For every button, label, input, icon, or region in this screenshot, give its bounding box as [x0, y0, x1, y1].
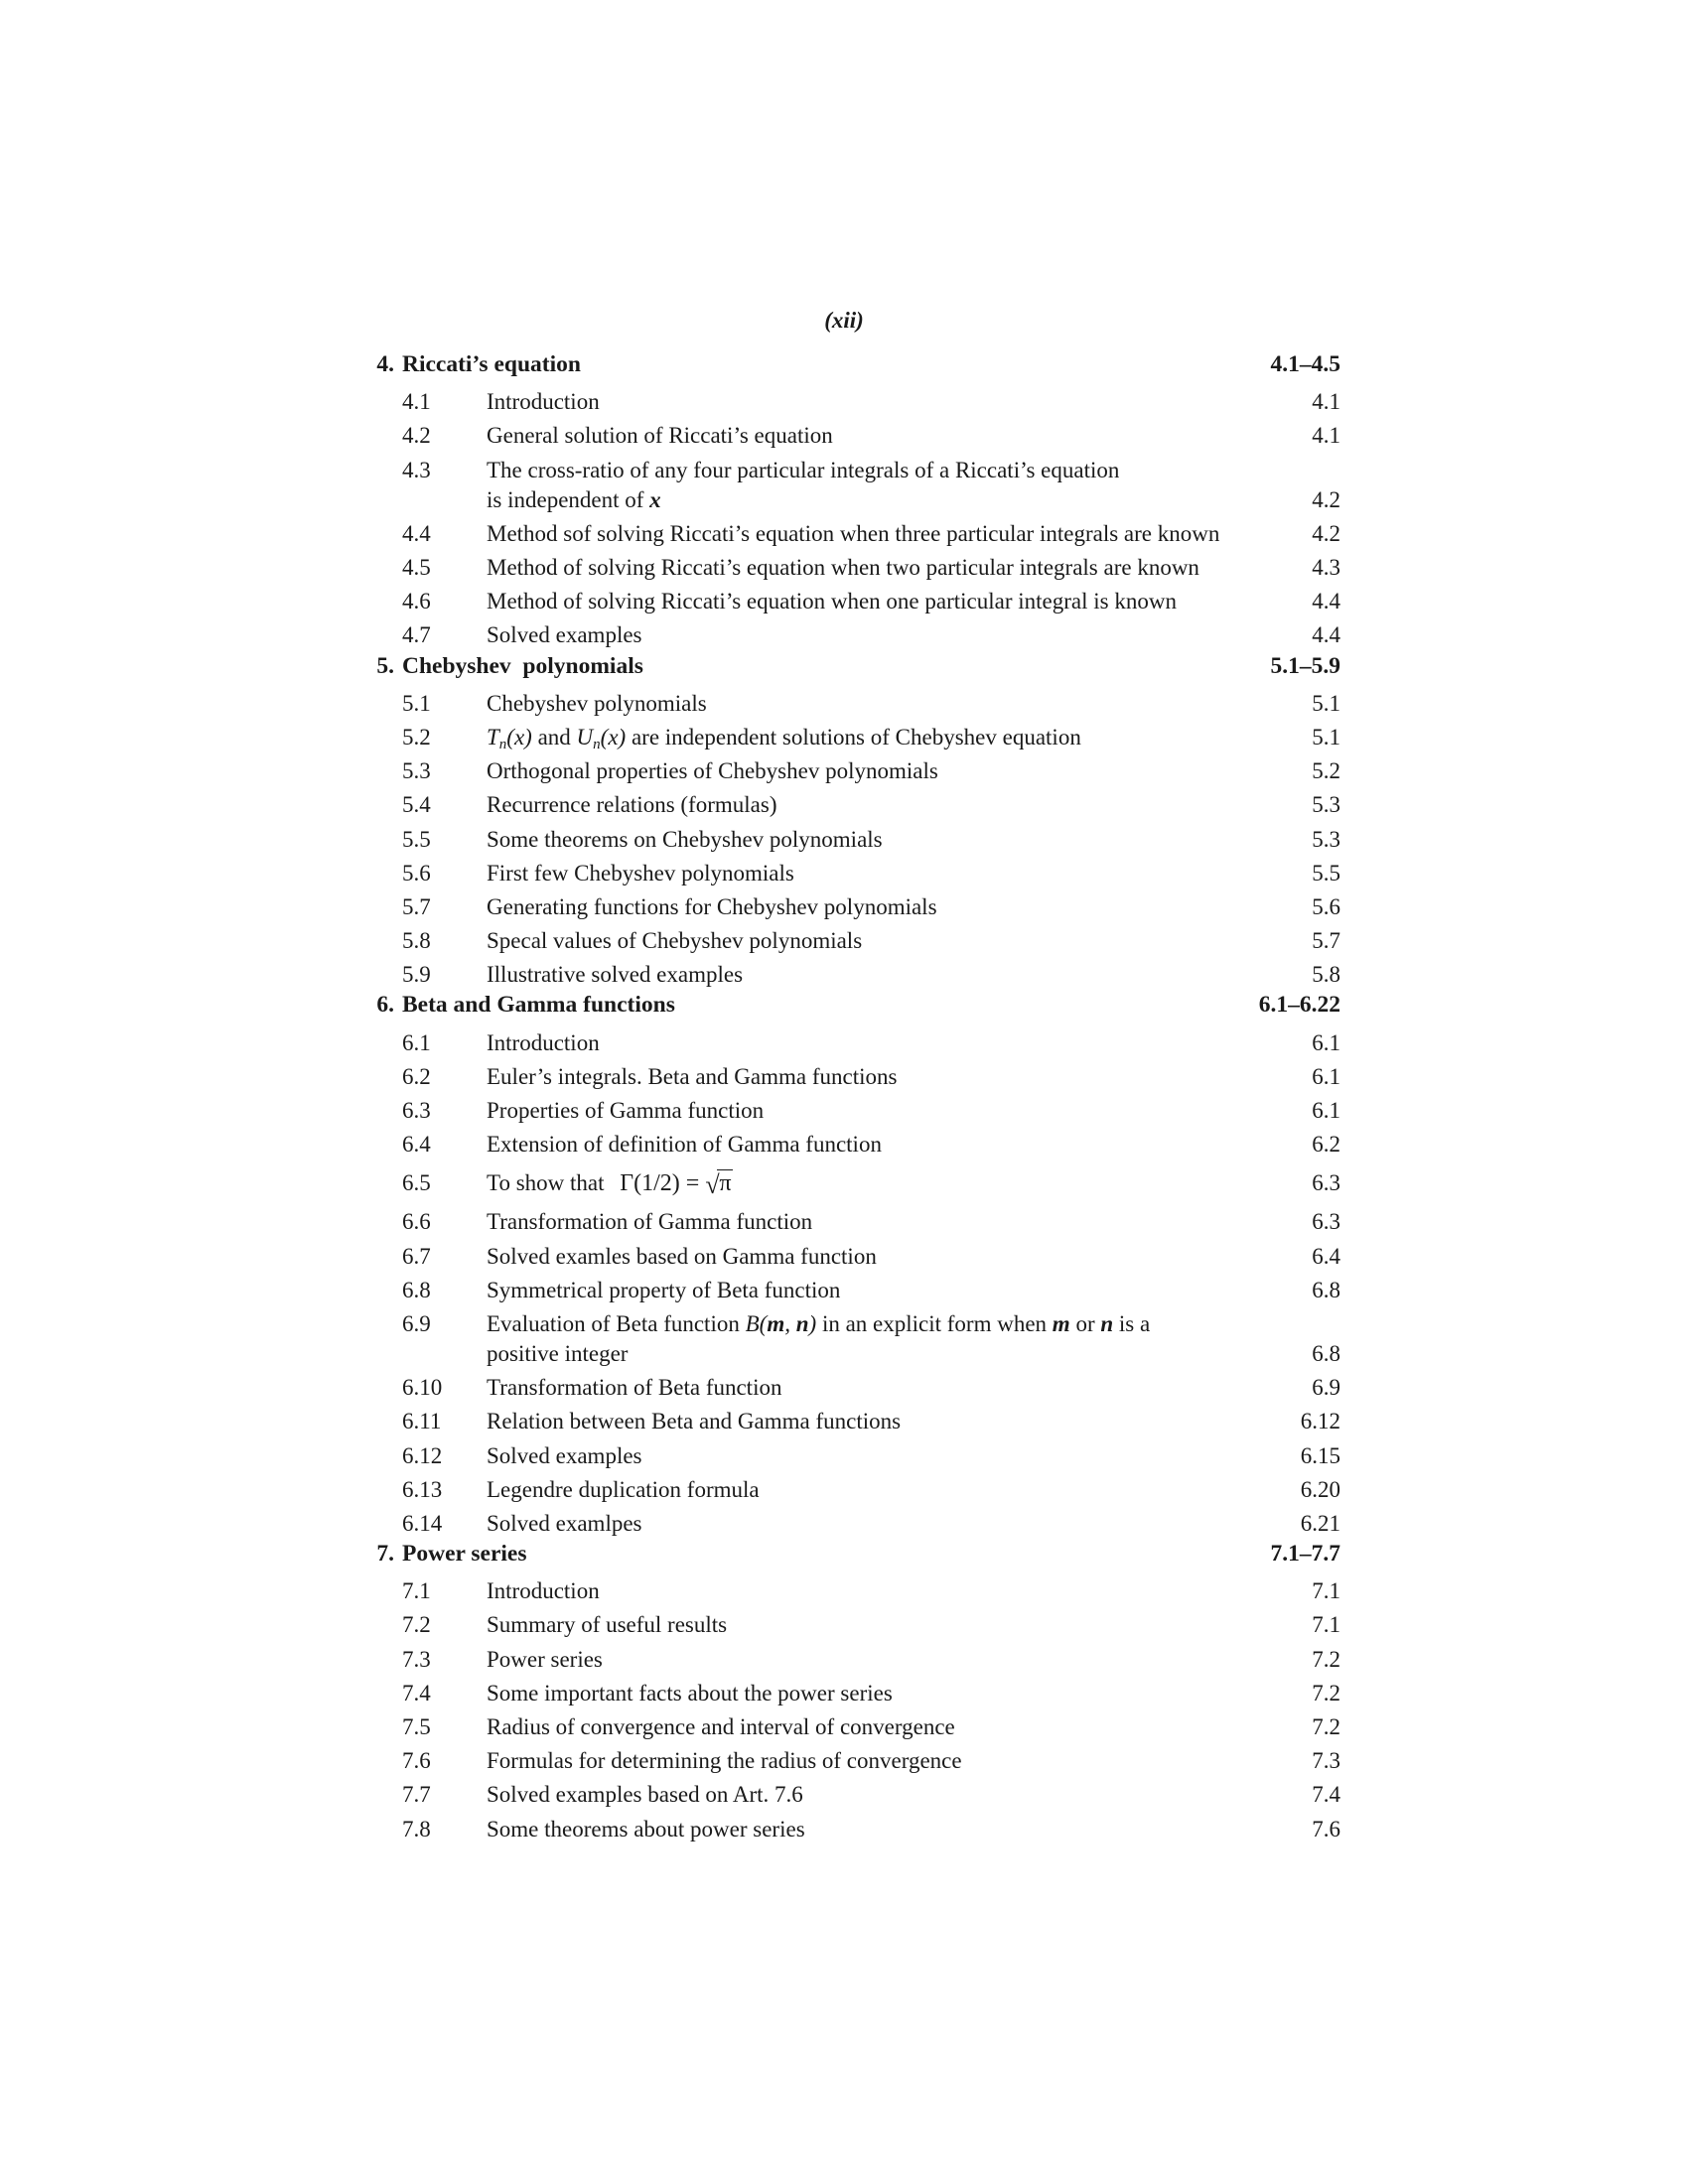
section-number: 6.7 — [402, 1243, 431, 1269]
chapter-title: Riccati’s equation — [402, 351, 581, 377]
section-page: 5.5 — [1312, 860, 1340, 886]
toc-entry[interactable] — [362, 754, 1340, 788]
section-page: 4.4 — [1312, 589, 1340, 614]
section-number: 5.4 — [402, 792, 431, 818]
toc-entry[interactable] — [362, 1240, 1340, 1274]
math-variable: U — [576, 724, 594, 750]
section-number: 4.6 — [402, 589, 431, 614]
section-page: 6.1 — [1312, 1098, 1340, 1124]
toc-entry[interactable] — [362, 419, 1340, 453]
chapter-heading[interactable] — [362, 351, 1340, 385]
section-number: 4.1 — [402, 389, 431, 415]
section-title: Illustrative solved examples — [487, 962, 744, 988]
chapter-heading[interactable] — [362, 992, 1340, 1025]
section-page: 4.2 — [1312, 520, 1340, 546]
section-page: 4.1 — [1312, 423, 1340, 449]
section-title: Solved examles based on Gamma function — [487, 1243, 877, 1269]
section-title: Chebyshev polynomials — [487, 690, 707, 716]
title-text: in an explicit form when — [816, 1310, 1053, 1336]
section-title — [487, 1309, 1301, 1369]
toc-entry[interactable] — [362, 1094, 1340, 1128]
section-title: Solved examples — [487, 1442, 642, 1468]
section-number: 7.6 — [402, 1748, 431, 1774]
section-page: 5.3 — [1312, 826, 1340, 852]
section-page: 7.1 — [1312, 1578, 1340, 1604]
section-page: 7.2 — [1312, 1680, 1340, 1706]
section-title-text: To show that — [487, 1170, 605, 1196]
chapter-number: 7. — [376, 1541, 394, 1567]
section-page: 5.2 — [1312, 758, 1340, 784]
math-argument: (x) — [600, 724, 627, 750]
toc-entry[interactable] — [362, 1710, 1340, 1744]
toc-entry[interactable] — [362, 1205, 1340, 1239]
radical-sign-icon: √ — [705, 1170, 720, 1200]
section-number: 5.7 — [402, 893, 431, 919]
section-number: 5.8 — [402, 928, 431, 954]
chapter-title: Chebyshev polynomials — [402, 652, 643, 679]
section-number: 4.7 — [402, 622, 431, 648]
toc-entry[interactable] — [362, 1813, 1340, 1846]
math-comma: , — [784, 1310, 796, 1336]
section-number: 5.5 — [402, 826, 431, 852]
section-page: 5.7 — [1312, 928, 1340, 954]
formula-left: Γ(1/2) = — [620, 1170, 700, 1197]
section-number: 5.1 — [402, 690, 431, 716]
section-title-line2: positive integer — [487, 1340, 629, 1366]
toc-entry[interactable] — [362, 454, 1340, 517]
section-title: Solved examples based on Art. 7.6 — [487, 1782, 803, 1808]
section-page: 6.2 — [1312, 1132, 1340, 1158]
section-title: Introduction — [487, 1029, 600, 1055]
toc-entry[interactable] — [362, 618, 1340, 652]
toc-entry[interactable] — [362, 385, 1340, 419]
toc-entry[interactable] — [362, 1473, 1340, 1507]
section-page: 6.9 — [1312, 1375, 1340, 1401]
toc-entry[interactable] — [362, 1608, 1340, 1642]
title-text: is a — [1113, 1310, 1151, 1336]
toc-entry[interactable] — [362, 1161, 1340, 1205]
square-root — [705, 1168, 733, 1198]
section-page: 4.1 — [1312, 389, 1340, 415]
gamma-formula — [620, 1168, 733, 1198]
chapter-page-range: 6.1–6.22 — [1258, 992, 1340, 1019]
section-number: 6.12 — [402, 1442, 443, 1468]
math-subscript: n — [593, 736, 601, 752]
section-number: 6.13 — [402, 1476, 443, 1502]
section-number: 6.11 — [402, 1409, 442, 1434]
section-title: Some important facts about the power series — [487, 1680, 893, 1706]
section-number: 7.4 — [402, 1680, 431, 1706]
chapter-number: 5. — [376, 652, 394, 679]
section-page: 6.1 — [1312, 1063, 1340, 1089]
math-variable: T — [487, 724, 499, 750]
chapter-page-range: 7.1–7.7 — [1270, 1541, 1340, 1567]
section-page: 5.1 — [1312, 724, 1340, 750]
toc-entry[interactable] — [362, 857, 1340, 890]
section-number: 6.8 — [402, 1277, 431, 1302]
chapter-page-range: 4.1–4.5 — [1270, 351, 1340, 377]
toc-entry[interactable] — [362, 1060, 1340, 1094]
toc-entry[interactable] — [362, 1778, 1340, 1812]
section-title: Method of solving Riccati’s equation when one particular integral is known — [487, 589, 1177, 614]
section-title: Symmetrical property of Beta function — [487, 1277, 841, 1302]
section-title: Introduction — [487, 1578, 600, 1604]
section-title — [487, 723, 1301, 752]
section-number: 7.7 — [402, 1782, 431, 1808]
math-argument: (x) — [506, 724, 532, 750]
section-title: Transformation of Beta function — [487, 1375, 782, 1401]
section-title-line2 — [487, 485, 1291, 515]
section-page: 6.3 — [1312, 1209, 1340, 1235]
section-title: Power series — [487, 1646, 603, 1672]
radicand: π — [719, 1170, 732, 1197]
section-number: 6.1 — [402, 1029, 431, 1055]
toc-entry[interactable] — [362, 890, 1340, 924]
toc-entry[interactable] — [362, 924, 1340, 958]
section-page: 6.20 — [1300, 1476, 1340, 1502]
chapter-title: Power series — [402, 1541, 527, 1567]
section-number: 6.2 — [402, 1063, 431, 1089]
section-title: Specal values of Chebyshev polynomials — [487, 928, 863, 954]
section-title: Legendre duplication formula — [487, 1476, 760, 1502]
section-number: 4.4 — [402, 520, 431, 546]
section-number: 6.5 — [402, 1170, 431, 1196]
section-page: 7.2 — [1312, 1646, 1340, 1672]
section-number: 7.3 — [402, 1646, 431, 1672]
toc-entry[interactable] — [362, 1026, 1340, 1060]
section-page: 6.12 — [1300, 1409, 1340, 1434]
section-page: 4.4 — [1312, 622, 1340, 648]
section-number: 5.3 — [402, 758, 431, 784]
math-subscript: n — [498, 736, 507, 752]
section-page: 6.15 — [1300, 1442, 1340, 1468]
section-title: Formulas for determining the radius of convergence — [487, 1748, 962, 1774]
section-page: 4.2 — [1312, 486, 1340, 512]
chapter-number: 6. — [376, 992, 394, 1019]
toc-entry[interactable] — [362, 721, 1340, 754]
section-page: 7.4 — [1312, 1782, 1340, 1808]
toc-entry[interactable] — [362, 1438, 1340, 1472]
section-page: 7.2 — [1312, 1714, 1340, 1740]
section-page: 6.21 — [1300, 1510, 1340, 1536]
toc-entry[interactable] — [362, 1371, 1340, 1405]
section-title: Introduction — [487, 389, 600, 415]
toc-entry[interactable] — [362, 1643, 1340, 1677]
section-number: 4.3 — [402, 457, 431, 482]
section-page: 7.1 — [1312, 1612, 1340, 1638]
math-variable: B — [745, 1310, 760, 1336]
title-text: are independent solutions of Chebyshev equation — [626, 724, 1081, 750]
toc-entry[interactable] — [362, 1128, 1340, 1161]
math-paren: ( — [759, 1310, 768, 1336]
page-number: (xii) — [824, 308, 864, 333]
section-title: Properties of Gamma function — [487, 1098, 765, 1124]
toc-entry[interactable] — [362, 1744, 1340, 1778]
section-title-line1: The cross-ratio of any four particular integrals of a Riccati’s equation — [487, 457, 1120, 482]
math-variable: m — [1052, 1310, 1070, 1336]
section-page: 5.8 — [1312, 962, 1340, 988]
section-title: Relation between Beta and Gamma functions — [487, 1409, 902, 1434]
section-number: 5.9 — [402, 962, 431, 988]
section-number: 6.3 — [402, 1098, 431, 1124]
section-title: General solution of Riccati’s equation — [487, 423, 833, 449]
section-number: 4.2 — [402, 423, 431, 449]
section-page: 5.3 — [1312, 792, 1340, 818]
section-title: Method of solving Riccati’s equation when two particular integrals are known — [487, 555, 1199, 581]
section-title: Solved examlpes — [487, 1510, 642, 1536]
toc-entry[interactable] — [362, 1574, 1340, 1608]
math-variable: m — [767, 1310, 785, 1336]
section-title-line2-text: is independent of — [487, 486, 650, 512]
section-title: Generating functions for Chebyshev polynomials — [487, 893, 937, 919]
math-variable: x — [649, 486, 661, 512]
section-page: 5.1 — [1312, 690, 1340, 716]
section-page: 6.4 — [1312, 1243, 1340, 1269]
section-page: 7.6 — [1312, 1816, 1340, 1842]
section-number: 4.5 — [402, 555, 431, 581]
toc-entry[interactable] — [362, 585, 1340, 618]
math-variable: n — [795, 1310, 809, 1336]
section-page: 6.8 — [1312, 1277, 1340, 1302]
section-number: 5.2 — [402, 724, 431, 750]
section-number: 7.1 — [402, 1578, 431, 1604]
section-number: 6.9 — [402, 1310, 431, 1336]
chapter-heading[interactable] — [362, 653, 1340, 687]
section-title: Some theorems on Chebyshev polynomials — [487, 826, 883, 852]
chapter-number: 4. — [376, 351, 394, 377]
section-page: 6.8 — [1312, 1340, 1340, 1366]
section-title — [487, 1168, 1301, 1198]
toc-entry[interactable] — [362, 1307, 1340, 1371]
title-text: Evaluation of Beta function — [487, 1310, 746, 1336]
section-number: 6.10 — [402, 1375, 443, 1401]
section-title: Transformation of Gamma function — [487, 1209, 813, 1235]
toc-entry[interactable] — [362, 687, 1340, 721]
section-title: Radius of convergence and interval of convergence — [487, 1714, 955, 1740]
title-text: or — [1069, 1310, 1101, 1336]
section-title: Recurrence relations (formulas) — [487, 792, 777, 818]
section-title: Orthogonal properties of Chebyshev polynomials — [487, 758, 938, 784]
section-title: First few Chebyshev polynomials — [487, 860, 794, 886]
toc-entry[interactable] — [362, 1274, 1340, 1307]
section-title: Euler’s integrals. Beta and Gamma functions — [487, 1063, 898, 1089]
section-title: Method sof solving Riccati’s equation when three particular integrals are known — [487, 520, 1220, 546]
toc-entry[interactable] — [362, 1507, 1340, 1541]
section-page: 7.3 — [1312, 1748, 1340, 1774]
toc-entry[interactable] — [362, 788, 1340, 822]
section-number: 7.2 — [402, 1612, 431, 1638]
section-page: 6.1 — [1312, 1029, 1340, 1055]
section-number: 7.8 — [402, 1816, 431, 1842]
section-title — [487, 456, 1301, 515]
section-number: 7.5 — [402, 1714, 431, 1740]
chapter-title: Beta and Gamma functions — [402, 992, 675, 1019]
section-number: 6.4 — [402, 1132, 431, 1158]
toc-entry[interactable] — [362, 822, 1340, 856]
toc-entry[interactable] — [362, 551, 1340, 585]
section-page: 6.3 — [1312, 1170, 1340, 1196]
toc-entry[interactable] — [362, 958, 1340, 992]
title-text: and — [531, 724, 577, 750]
toc-entry[interactable] — [362, 1677, 1340, 1710]
math-variable: n — [1100, 1310, 1114, 1336]
toc-entry[interactable] — [362, 1405, 1340, 1438]
section-title: Solved examples — [487, 622, 642, 648]
section-title: Some theorems about power series — [487, 1816, 805, 1842]
section-number: 5.6 — [402, 860, 431, 886]
section-page: 5.6 — [1312, 893, 1340, 919]
table-of-contents — [362, 351, 1340, 1846]
section-number: 6.6 — [402, 1209, 431, 1235]
math-paren: ) — [808, 1310, 817, 1336]
chapter-heading[interactable] — [362, 1541, 1340, 1574]
toc-entry[interactable] — [362, 517, 1340, 551]
chapter-page-range: 5.1–5.9 — [1270, 652, 1340, 679]
section-title: Extension of definition of Gamma function — [487, 1132, 882, 1158]
section-title: Summary of useful results — [487, 1612, 728, 1638]
section-number: 6.14 — [402, 1510, 443, 1536]
section-page: 4.3 — [1312, 555, 1340, 581]
